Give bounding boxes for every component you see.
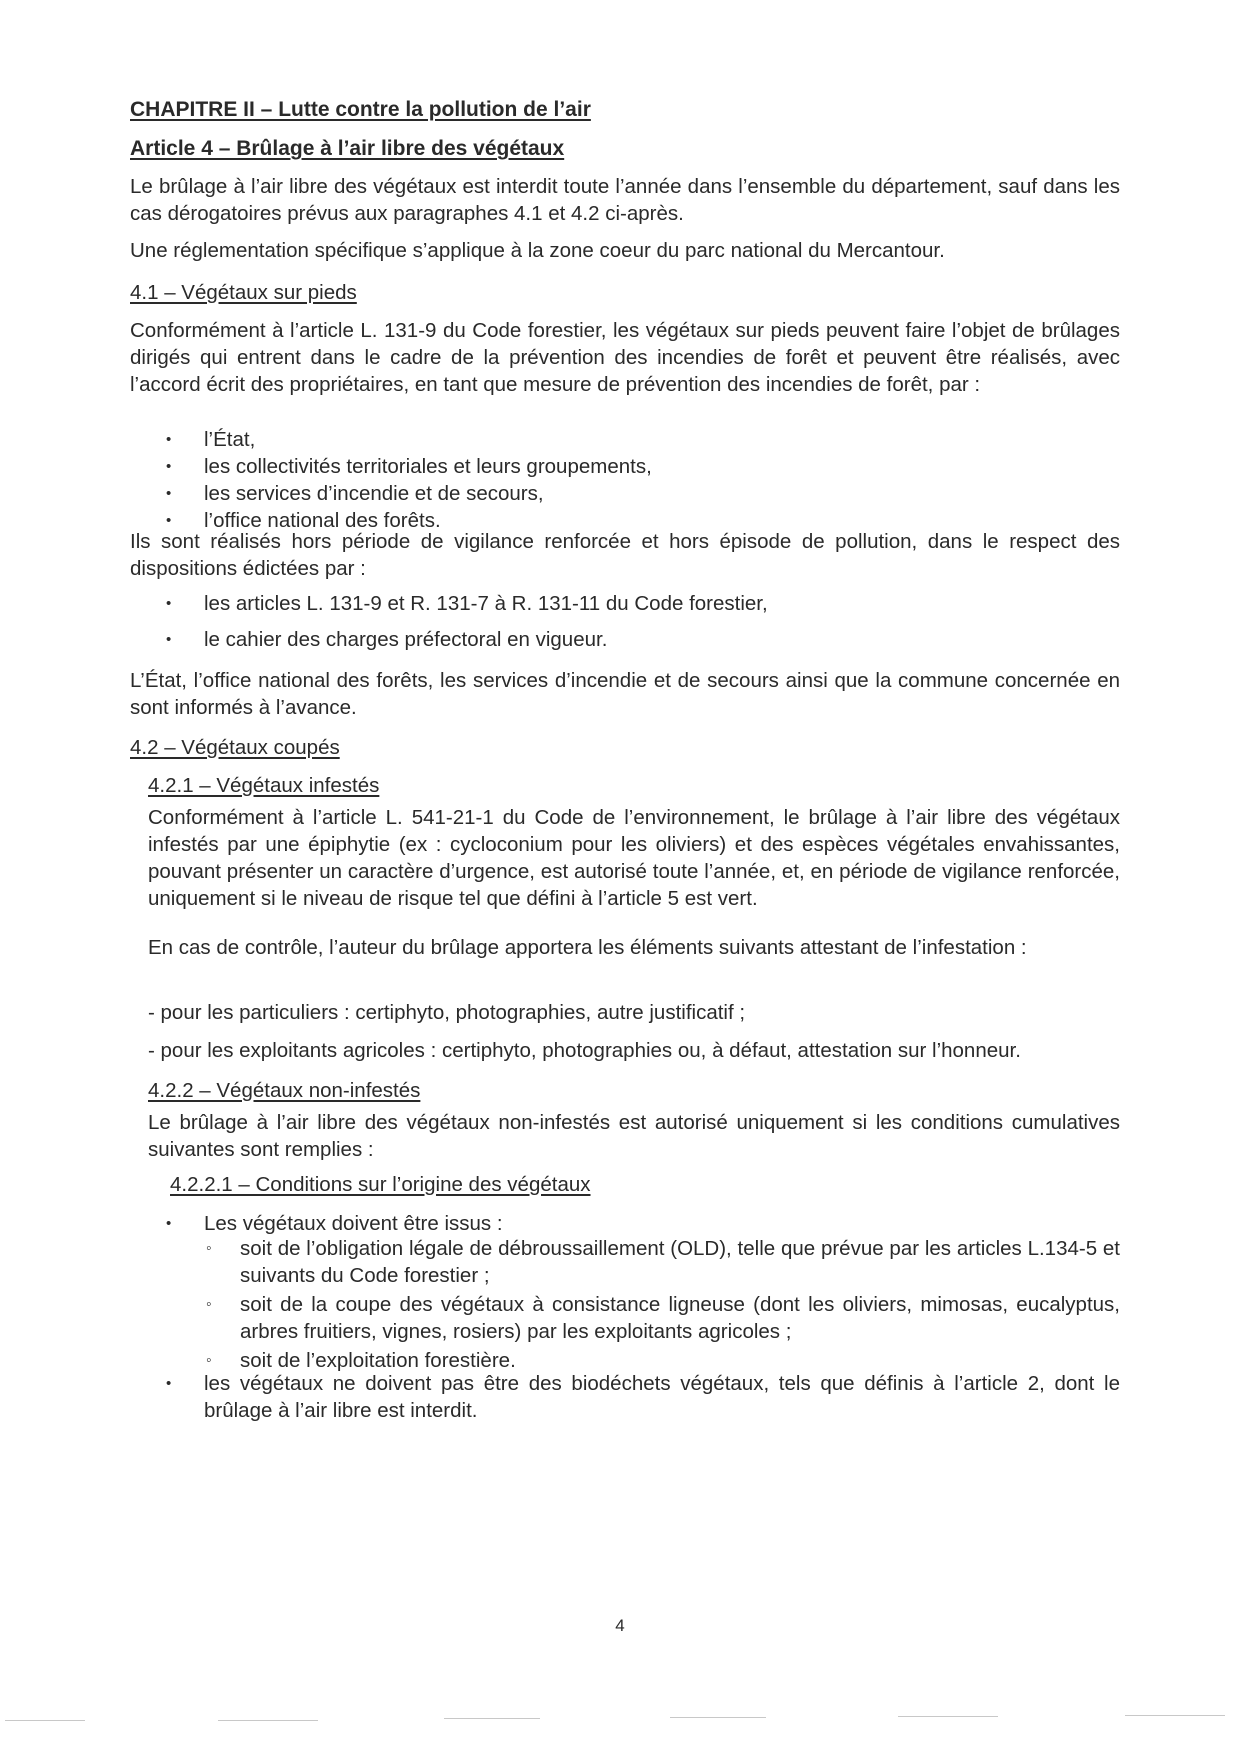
scan-artifact-line xyxy=(5,1720,85,1721)
list-item: ◦ soit de l’obligation légale de débroussaillement (OLD), telle que prévue par les articles L.134-5 et suivants du Code forestier ; xyxy=(130,1235,1120,1289)
page-number: 4 xyxy=(615,1616,625,1635)
scan-artifact-line xyxy=(444,1718,540,1719)
origin-bullet-list xyxy=(130,1210,1120,1237)
mercantour-paragraph: Une réglementation spécifique s’applique à la zone coeur du parc national du Mercantour. xyxy=(130,239,945,262)
intro-paragraph: Le brûlage à l’air libre des végétaux est interdit toute l’année dans l’ensemble du département, sauf dans les cas dérogatoires prévus aux paragraphes 4.1 et 4.2 ci-après. xyxy=(130,175,1120,225)
section-4-2-1-title: 4.2.1 – Végétaux infestés xyxy=(148,774,380,797)
control-paragraph: En cas de contrôle, l’auteur du brûlage apportera les éléments suivants attestant de l’infestation : xyxy=(148,936,1027,959)
section-4-1-paragraph: Conformément à l’article L. 131-9 du Code forestier, les végétaux sur pieds peuvent faire l’objet de brûlages dirigés qui entrent dans le cadre de la prévention des incendies de forêt et peuvent être réalisés, avec l’accord écrit des propriétaires, en tant que mesure de prévention des incendies de forêt, par : xyxy=(130,319,1120,396)
conditions-paragraph: Ils sont réalisés hors période de vigilance renforcée et hors épisode de pollution, dans le respect des dispositions édictées par : xyxy=(130,530,1120,580)
section-4-2-title: 4.2 – Végétaux coupés xyxy=(130,736,340,759)
section-4-2-1-paragraph: Conformément à l’article L. 541-21-1 du Code de l’environnement, le brûlage à l’air libre des végétaux infestés par une épiphytie (ex : cycloconium pour les oliviers) et des espèces végétales envahissantes, pouvant présenter un caractère d’urgence, est autorisé toute l’année, et, en période de vigilance renforcée, uniquement si le niveau de risque tel que défini à l’article 5 est vert. xyxy=(148,806,1120,910)
list-item: • les services d’incendie et de secours, xyxy=(130,480,1120,507)
chapter-title: CHAPITRE II – Lutte contre la pollution de l’air xyxy=(130,98,591,121)
list-item: • les articles L. 131-9 et R. 131-7 à R. 131-11 du Code forestier, xyxy=(130,590,1120,617)
scan-artifact-line xyxy=(218,1720,318,1721)
section-4-1-title: 4.1 – Végétaux sur pieds xyxy=(130,281,357,304)
notice-paragraph: L’État, l’office national des forêts, les services d’incendie et de secours ainsi que la commune concernée en sont informés à l’avance. xyxy=(130,669,1120,719)
list-item: • les végétaux ne doivent pas être des biodéchets végétaux, tels que définis à l’article 2, dont le brûlage à l’air libre est interdit. xyxy=(130,1370,1120,1424)
section-4-2-2-title: 4.2.2 – Végétaux non-infestés xyxy=(148,1079,421,1102)
scan-artifact-line xyxy=(898,1716,998,1717)
list-item: ◦ soit de l’exploitation forestière. xyxy=(130,1347,1120,1374)
scan-artifact-line xyxy=(670,1717,766,1718)
origin-sublist xyxy=(130,1235,1120,1374)
list-item: • le cahier des charges préfectoral en vigueur. xyxy=(130,626,1120,653)
list-item: ◦ soit de la coupe des végétaux à consistance ligneuse (dont les oliviers, mimosas, eucalyptus, arbres fruitiers, vignes, rosiers) par les exploitants agricoles ; xyxy=(130,1291,1120,1345)
section-4-2-2-1-title: 4.2.2.1 – Conditions sur l’origine des végétaux xyxy=(170,1173,591,1196)
individuals-line: - pour les particuliers : certiphyto, photographies, autre justificatif ; xyxy=(148,1001,746,1024)
list-item: • l’État, xyxy=(130,426,1120,453)
conditions-list xyxy=(130,590,1120,653)
section-4-2-2-paragraph: Le brûlage à l’air libre des végétaux non-infestés est autorisé uniquement si les conditions cumulatives suivantes sont remplies : xyxy=(148,1111,1120,1161)
scan-artifact-line xyxy=(1125,1715,1225,1716)
list-item: • Les végétaux doivent être issus : xyxy=(130,1210,1120,1237)
article-title: Article 4 – Brûlage à l’air libre des végétaux xyxy=(130,137,565,160)
list-item: • les collectivités territoriales et leurs groupements, xyxy=(130,453,1120,480)
actors-list xyxy=(130,426,1120,534)
farmers-line: - pour les exploitants agricoles : certiphyto, photographies ou, à défaut, attestation sur l’honneur. xyxy=(148,1039,1021,1062)
list-item: • l’office national des forêts. xyxy=(130,507,1120,534)
biowaste-bullet-list xyxy=(130,1370,1120,1424)
